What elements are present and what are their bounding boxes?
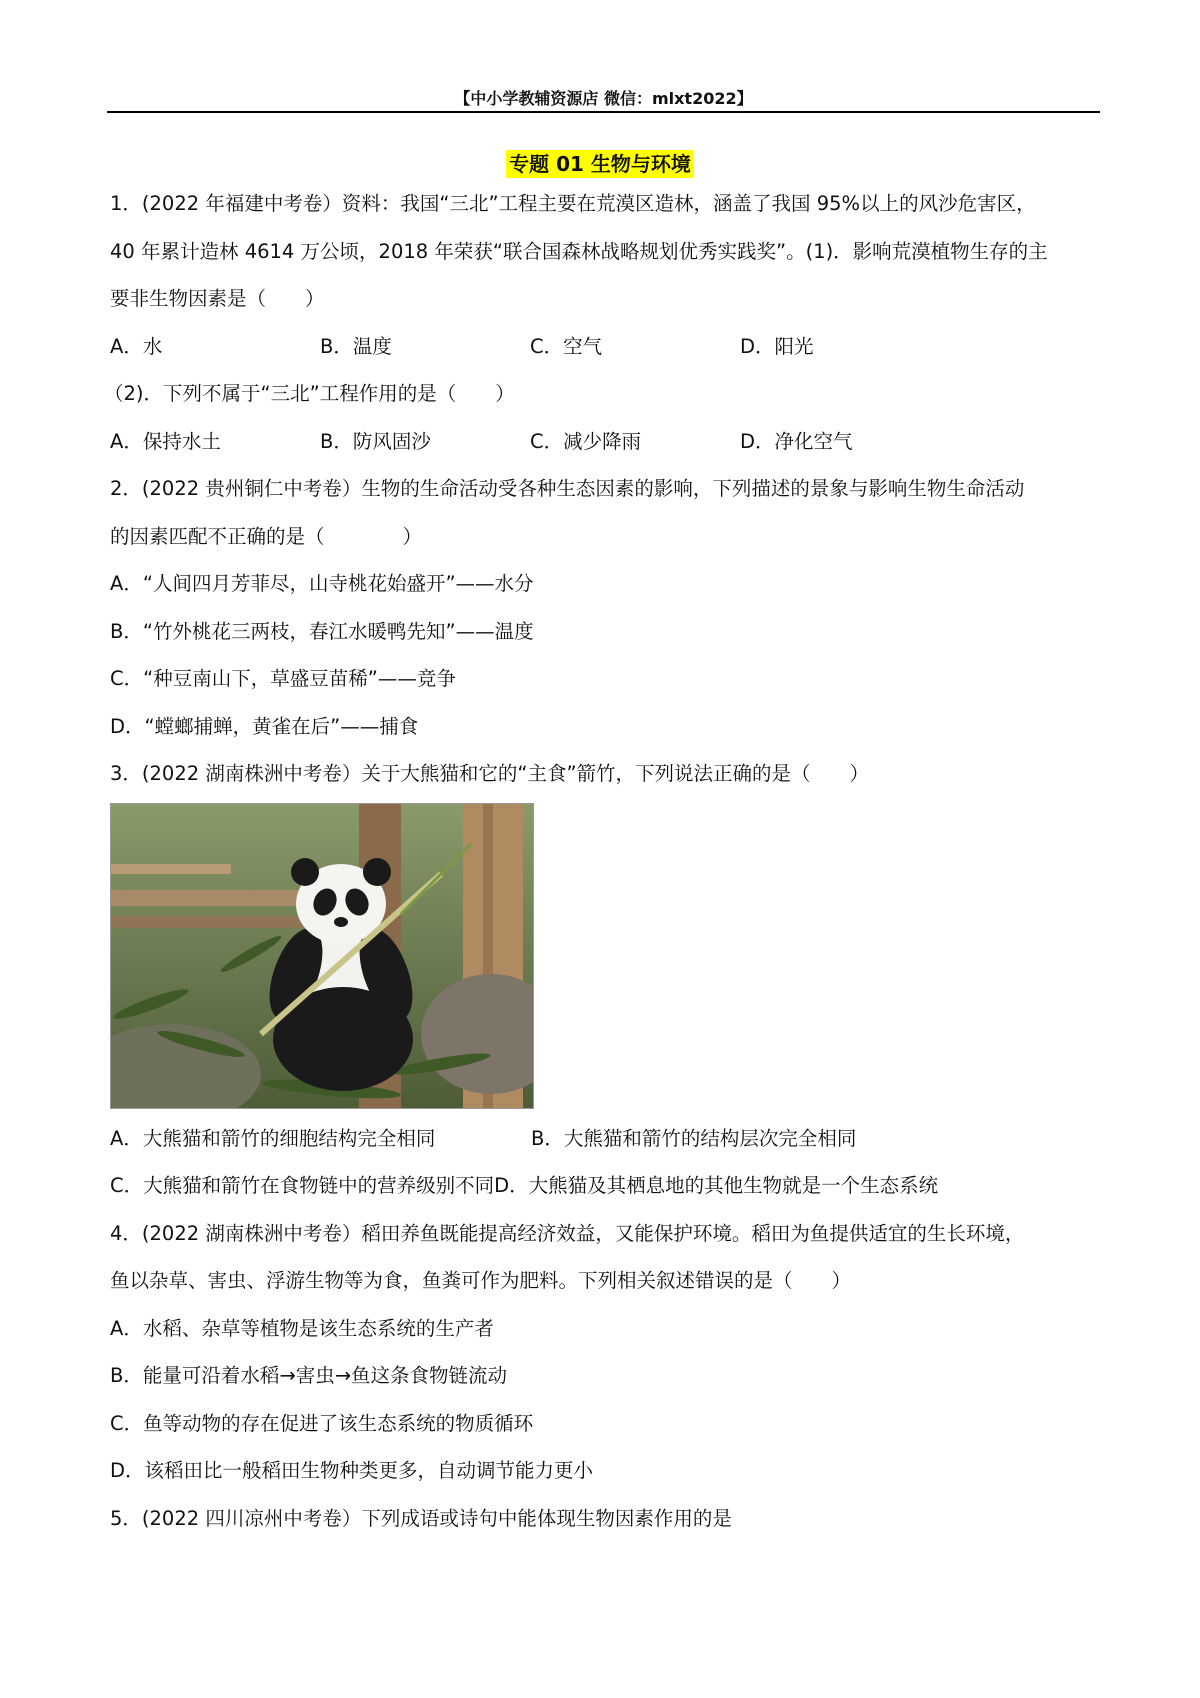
- question-3-options-row-1: [110, 1115, 1100, 1163]
- document-body: [104, 180, 1100, 1542]
- doc-title: 专题 01 生物与环境: [506, 150, 694, 178]
- question-1-option-c: C．空气: [530, 334, 603, 358]
- question-4-option-c: C．鱼等动物的存在促进了该生态系统的物质循环: [110, 1411, 534, 1435]
- question-2-option-b: B．“竹外桃花三两枝，春江水暖鸭先知”——温度: [110, 619, 534, 643]
- page-header: 【中小学教辅资源店 微信：mlxt2022】: [454, 89, 753, 108]
- question-1-line-2: 40 年累计造林 4614 万公顷，2018 年荣获“联合国森林战略规划优秀实践奖”。(1)．影响荒漠植物生存的主: [110, 239, 1048, 263]
- question-1-option-d: D．阳光: [740, 334, 814, 358]
- question-1-sub-option-b: B．防风固沙: [320, 429, 431, 453]
- question-1-options: [110, 323, 1100, 371]
- panda-illustration: [111, 804, 533, 1108]
- question-4-option-b: B．能量可沿着水稻→害虫→鱼这条食物链流动: [110, 1364, 508, 1387]
- question-3-option-c: C．大熊猫和箭竹在食物链中的营养级别不同: [110, 1174, 495, 1197]
- question-1-line-3: 要非生物因素是（ ）: [110, 287, 325, 310]
- question-1-option-a: A．水: [110, 334, 163, 358]
- question-2-option-a: A．“人间四月芳菲尽，山寺桃花始盛开”——水分: [110, 572, 534, 595]
- panda-photo: [110, 803, 534, 1109]
- doc-title-wrap: [0, 148, 1200, 177]
- question-4-line-2: 鱼以杂草、害虫、浮游生物等为食，鱼粪可作为肥料。下列相关叙述错误的是（ ）: [110, 1269, 852, 1292]
- question-1-option-b: B．温度: [320, 334, 392, 358]
- question-3-option-d: D．大熊猫及其栖息地的其他生物就是一个生态系统: [494, 1174, 939, 1197]
- question-5-line-1: 5．(2022 四川凉州中考卷）下列成语或诗句中能体现生物因素作用的是: [110, 1506, 732, 1530]
- question-4-line-1: 4．(2022 湖南株洲中考卷）稻田养鱼既能提高经济效益，又能保护环境。稻田为鱼提供适宜的生长环境，: [110, 1221, 1025, 1245]
- question-1-sub-option-d: D．净化空气: [740, 429, 853, 453]
- question-3-option-b: B．大熊猫和箭竹的结构层次完全相同: [531, 1126, 857, 1150]
- question-2-line-1: 2．(2022 贵州铜仁中考卷）生物的生命活动受各种生态因素的影响，下列描述的景象与影响生物生命活动: [110, 477, 1025, 500]
- question-3-option-a: A．大熊猫和箭竹的细胞结构完全相同: [110, 1126, 436, 1150]
- question-1-line-1: 1．(2022 年福建中考卷）资料：我国“三北”工程主要在荒漠区造林，涵盖了我国 95%以上的风沙危害区，: [110, 192, 1036, 215]
- question-2-option-c: C．“种豆南山下，草盛豆苗稀”——竞争: [110, 667, 456, 690]
- question-2-line-2: 的因素匹配不正确的是（ ）: [110, 524, 423, 548]
- question-2-option-d: D．“螳螂捕蝉，黄雀在后”——捕食: [110, 714, 419, 738]
- question-1-sub-option-a: A．保持水土: [110, 429, 221, 453]
- question-1-sub-options: [110, 418, 1100, 466]
- question-4-option-a: A．水稻、杂草等植物是该生态系统的生产者: [110, 1316, 494, 1340]
- header-divider: [107, 111, 1100, 113]
- question-1-sub-option-c: C．减少降雨: [530, 429, 642, 453]
- question-4-option-d: D．该稻田比一般稻田生物种类更多，自动调节能力更小: [110, 1459, 594, 1482]
- question-3-options-row-2: [110, 1162, 1100, 1210]
- question-1-sub-line: （2)．下列不属于“三北”工程作用的是（ ）: [104, 382, 515, 405]
- question-3-line-1: 3．(2022 湖南株洲中考卷）关于大熊猫和它的“主食”箭竹，下列说法正确的是（ ）: [110, 762, 870, 785]
